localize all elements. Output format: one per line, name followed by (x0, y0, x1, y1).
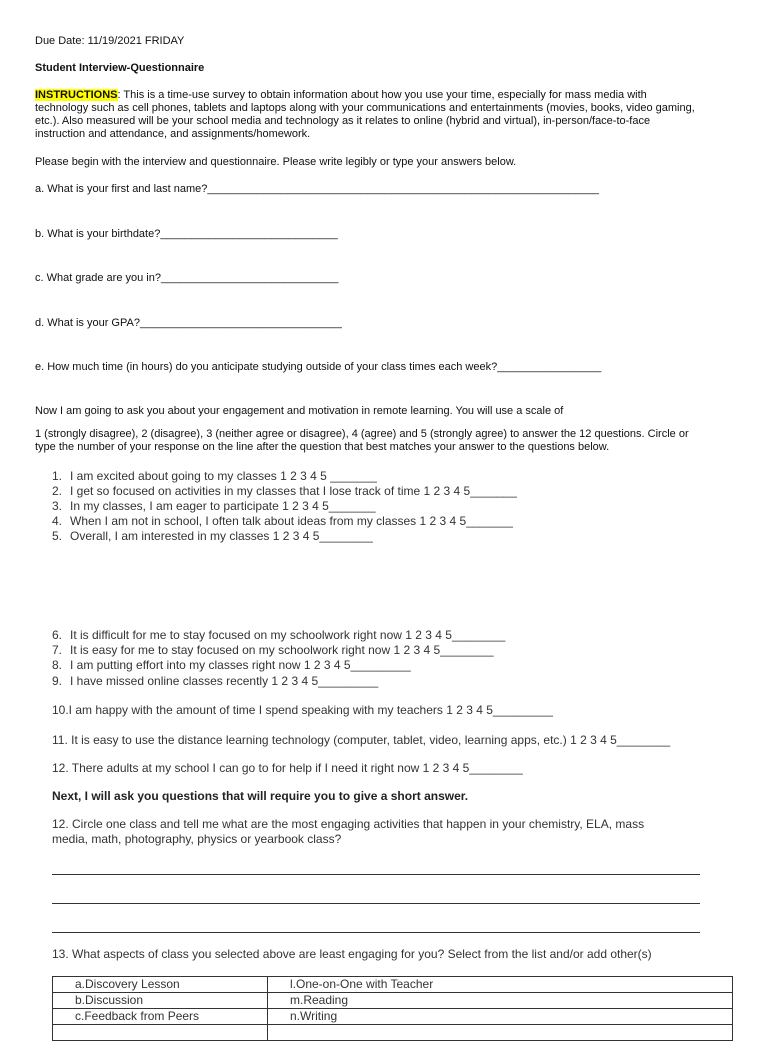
short-answer-question-13: 13. What aspects of class you selected above are least engaging for you? Select from the list and/or add other(s) (52, 947, 652, 961)
table-row (53, 993, 733, 1009)
short-answer-heading: Next, I will ask you questions that will require you to give a short answer. (52, 789, 469, 803)
scale-question-6 (52, 628, 505, 643)
scale-question-text: I am excited about going to my classes 1 2 3 4 5 _______ (70, 469, 377, 483)
scale-question-4 (52, 514, 513, 529)
option-cell (268, 1025, 733, 1041)
scale-question-10: 10.I am happy with the amount of time I spend speaking with my teachers 1 2 3 4 5_________ (52, 703, 553, 717)
scale-question-number: 6. (52, 628, 63, 642)
answer-line[interactable] (52, 874, 700, 875)
scale-question-3 (52, 499, 376, 514)
scale-question-12: 12. There adults at my school I can go to for help if I need it right now 1 2 3 4 5________ (52, 761, 523, 775)
scale-question-text: It is difficult for me to stay focused on my schoolwork right now 1 2 3 4 5________ (70, 628, 506, 642)
option-cell: a.Discovery Lesson (53, 977, 268, 993)
question-name: a. What is your first and last name?________________________________________________________________ (35, 183, 599, 195)
table-row (53, 977, 733, 993)
option-cell: n.Writing (268, 1009, 733, 1025)
scale-question-number: 1. (52, 469, 63, 483)
scale-intro-line-2: 1 (strongly disagree), 2 (disagree), 3 (neither agree or disagree), 4 (agree) and 5 (strongly agree) to answer the 12 questions. Circle or (35, 428, 689, 440)
engagement-options-table (52, 976, 733, 1041)
option-cell: m.Reading (268, 993, 733, 1009)
answer-line[interactable] (52, 932, 700, 933)
scale-question-7 (52, 643, 494, 658)
question-study-hours: e. How much time (in hours) do you anticipate studying outside of your class times each week?_________________ (35, 361, 602, 373)
short-answer-question-12-line-1: 12. Circle one class and tell me what are the most engaging activities that happen in your chemistry, ELA, mass (52, 817, 645, 831)
intro-text: Please begin with the interview and questionnaire. Please write legibly or type your answers below. (35, 156, 517, 168)
instructions-line-2: technology such as cell phones, tablets and laptops along with your communications and entertainments (movies, books, video gaming, (35, 102, 695, 114)
option-cell: b.Discussion (53, 993, 268, 1009)
scale-question-number: 9. (52, 674, 63, 688)
answer-line[interactable] (52, 903, 700, 904)
scale-question-1 (52, 469, 377, 484)
option-cell: c.Feedback from Peers (53, 1009, 268, 1025)
instructions-line-4: instruction and attendance, and assignments/homework. (35, 128, 311, 140)
due-date: Due Date: 11/19/2021 FRIDAY (35, 35, 185, 47)
option-cell (53, 1025, 268, 1041)
document-title: Student Interview-Questionnaire (35, 62, 205, 74)
instructions-line-1: : This is a time-use survey to obtain information about how you use your time, especially for mass media with (117, 89, 647, 101)
question-grade: c. What grade are you in?_____________________________ (35, 272, 339, 284)
scale-question-text: I get so focused on activities in my classes that I lose track of time 1 2 3 4 5_______ (70, 484, 517, 498)
question-gpa: d. What is your GPA?_________________________________ (35, 317, 342, 329)
instructions-line-3: etc.). Also measured will be your school media and technology as it relates to online (hybrid and virtual), in-person/face-to-face (35, 115, 651, 127)
scale-question-9 (52, 674, 378, 689)
scale-question-number: 2. (52, 484, 63, 498)
scale-question-5 (52, 529, 373, 544)
scale-question-text: I have missed online classes recently 1 2 3 4 5_________ (70, 674, 379, 688)
short-answer-question-12-line-2: media, math, photography, physics or yearbook class? (52, 832, 342, 846)
instructions-paragraph (35, 89, 735, 141)
scale-question-2 (52, 484, 517, 499)
table-row (53, 1009, 733, 1025)
question-birthdate: b. What is your birthdate?_____________________________ (35, 228, 338, 240)
scale-question-8 (52, 658, 411, 673)
scale-question-text: In my classes, I am eager to participate 1 2 3 4 5_______ (70, 499, 376, 513)
scale-question-11: 11. It is easy to use the distance learning technology (computer, tablet, video, learning apps, etc.) 1 2 3 4 5________ (52, 733, 671, 747)
table-row (53, 1025, 733, 1041)
scale-question-number: 7. (52, 643, 63, 657)
scale-question-text: I am putting effort into my classes right now 1 2 3 4 5_________ (70, 658, 411, 672)
scale-intro-line-3: type the number of your response on the line after the question that best matches your answer to the questions below. (35, 441, 610, 453)
scale-question-number: 8. (52, 658, 63, 672)
option-cell: l.One-on-One with Teacher (268, 977, 733, 993)
scale-question-number: 4. (52, 514, 63, 528)
scale-intro-line-1: Now I am going to ask you about your engagement and motivation in remote learning. You will use a scale of (35, 405, 564, 417)
scale-question-text: It is easy for me to stay focused on my schoolwork right now 1 2 3 4 5________ (70, 643, 494, 657)
instructions-label: INSTRUCTIONS (35, 89, 118, 101)
scale-question-number: 5. (52, 529, 63, 543)
scale-question-text: When I am not in school, I often talk about ideas from my classes 1 2 3 4 5_______ (70, 514, 513, 528)
scale-question-number: 3. (52, 499, 63, 513)
scale-question-text: Overall, I am interested in my classes 1 2 3 4 5________ (70, 529, 373, 543)
